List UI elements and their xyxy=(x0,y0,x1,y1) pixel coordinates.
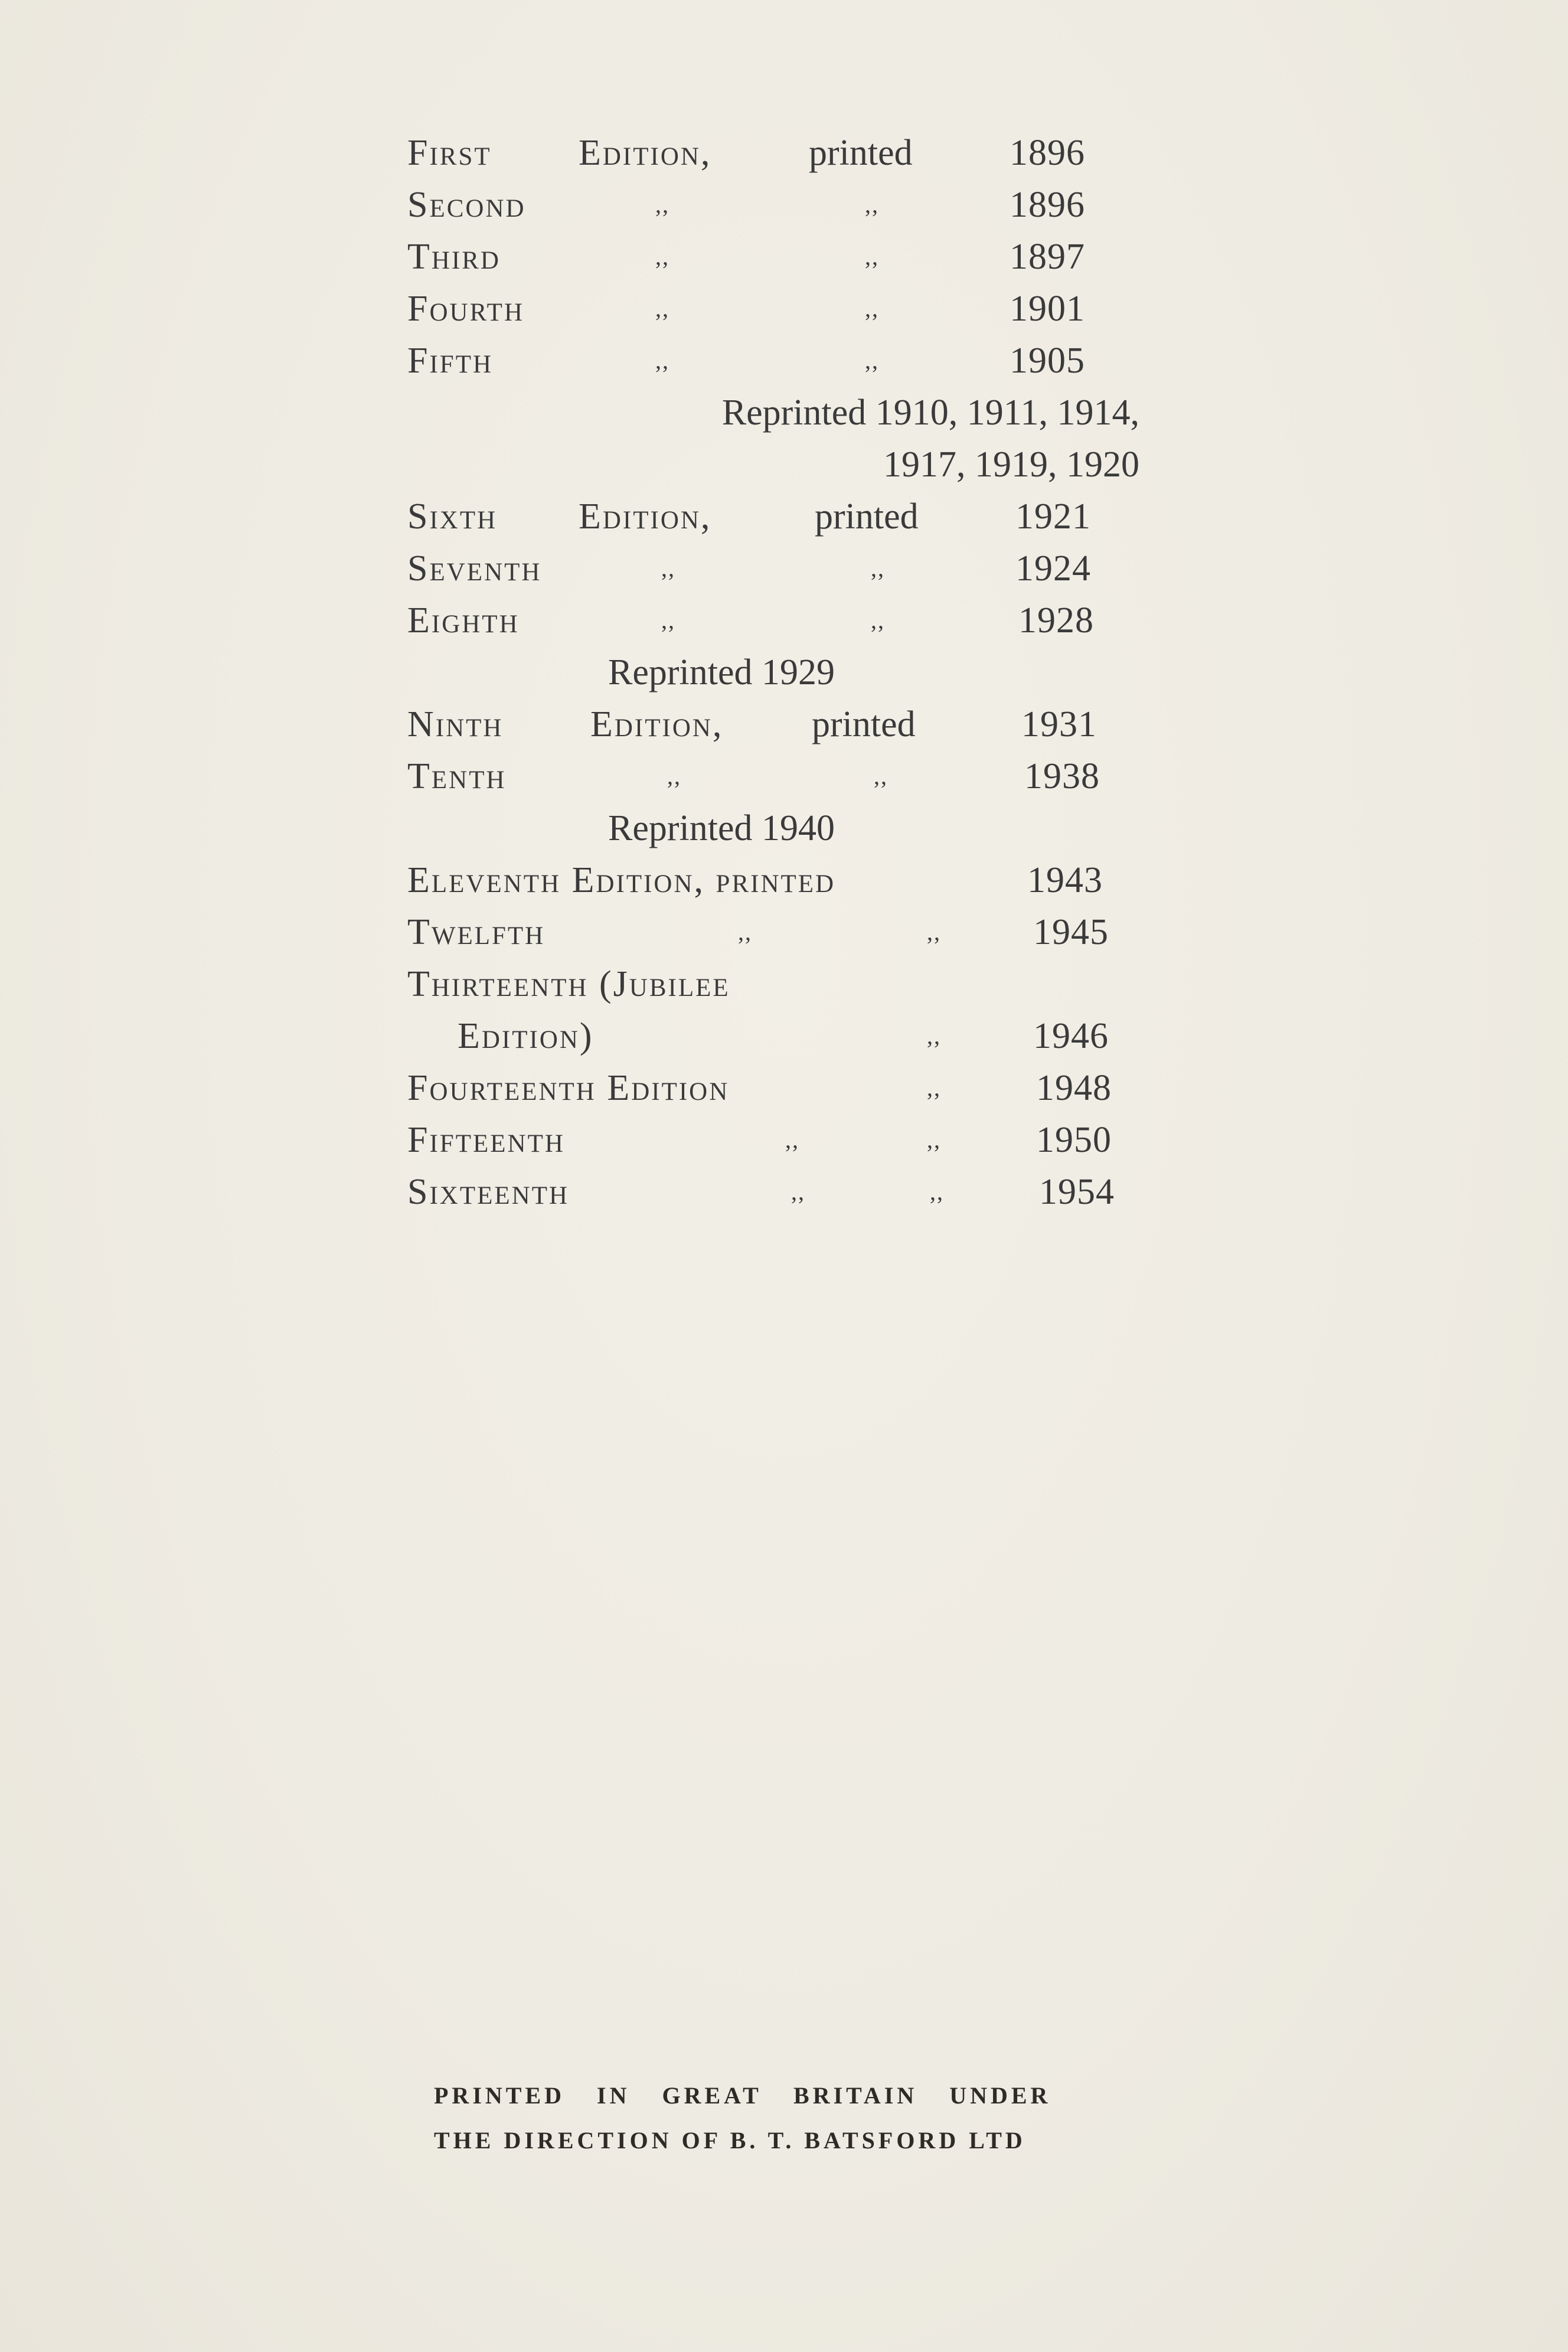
edition-row xyxy=(407,594,1151,646)
ditto-mark: ,, xyxy=(785,1126,799,1153)
ditto-mark: ,, xyxy=(738,919,752,945)
edition-year: 1921 xyxy=(1015,496,1091,537)
ditto-mark: ,, xyxy=(655,243,669,270)
edition-label: Twelfth xyxy=(407,912,545,952)
edition-year: 1938 xyxy=(1024,756,1100,796)
edition-label: Fifteenth xyxy=(407,1120,565,1160)
ditto-mark: ,, xyxy=(871,555,885,582)
edition-year: 1943 xyxy=(1027,860,1103,900)
edition-row xyxy=(407,1166,1151,1218)
edition-history-list xyxy=(407,127,1151,1218)
ditto-mark: ,, xyxy=(865,243,879,270)
ditto-mark: ,, xyxy=(927,1126,941,1153)
printer-imprint xyxy=(434,2073,1051,2163)
edition-year: 1897 xyxy=(1010,237,1085,277)
ditto-mark: ,, xyxy=(661,607,675,633)
ditto-mark: ,, xyxy=(655,191,669,218)
edition-row xyxy=(407,958,1151,1010)
edition-year: 1901 xyxy=(1010,289,1085,329)
edition-label: Eighth xyxy=(407,600,520,641)
edition-label: Fifth xyxy=(407,341,494,381)
show-through-text xyxy=(0,12,1568,87)
edition-year: 1946 xyxy=(1033,1016,1109,1056)
edition-row xyxy=(407,231,1151,283)
edition-label: Sixteenth xyxy=(407,1172,570,1212)
printed-word: printed xyxy=(809,133,913,173)
printed-word: printed xyxy=(812,704,916,744)
ditto-mark: ,, xyxy=(871,607,885,633)
edition-label: Seventh xyxy=(407,548,542,589)
edition-row xyxy=(407,127,1151,179)
edition-year: 1928 xyxy=(1018,600,1094,641)
ditto-mark: ,, xyxy=(930,1178,944,1205)
ditto-mark: ,, xyxy=(865,295,879,322)
reprint-note: Reprinted 1929 xyxy=(608,652,835,692)
edition-label: Sixth xyxy=(407,496,498,537)
ditto-mark: ,, xyxy=(927,919,941,945)
imprint-line-2: THE DIRECTION OF B. T. BATSFORD LTD xyxy=(434,2127,1026,2154)
edition-label: Tenth xyxy=(407,756,507,796)
ditto-mark: ,, xyxy=(927,1023,941,1049)
edition-row xyxy=(407,1114,1151,1166)
edition-row xyxy=(407,698,1151,750)
edition-row xyxy=(407,491,1151,543)
ditto-mark: ,, xyxy=(791,1178,805,1205)
edition-year: 1896 xyxy=(1010,185,1085,225)
edition-label: First xyxy=(407,133,492,173)
edition-label: Thirteenth (Jubilee xyxy=(407,964,730,1004)
edition-row xyxy=(407,543,1151,594)
edition-label: Fourth xyxy=(407,289,525,329)
show-through-title xyxy=(0,1275,1568,1357)
edition-label: Third xyxy=(407,237,501,277)
edition-label: Fourteenth Edition xyxy=(407,1068,730,1108)
edition-row xyxy=(407,906,1151,958)
reprint-note: Reprinted 1940 xyxy=(608,808,835,848)
edition-label: Edition) xyxy=(458,1016,594,1056)
edition-word: Edition, xyxy=(590,704,724,744)
ditto-mark: ,, xyxy=(667,763,681,789)
reprint-note: 1917, 1919, 1920 xyxy=(883,445,1139,485)
edition-row xyxy=(407,179,1151,231)
edition-word: Edition, xyxy=(579,133,712,173)
imprint-line-1: PRINTED IN GREAT BRITAIN UNDER xyxy=(434,2082,1051,2109)
edition-label: Second xyxy=(407,185,526,225)
edition-year: 1950 xyxy=(1036,1120,1112,1160)
edition-word: Edition, xyxy=(579,496,712,537)
ditto-mark: ,, xyxy=(655,347,669,374)
edition-row xyxy=(407,283,1151,335)
edition-row xyxy=(407,1010,1151,1062)
printed-word: printed xyxy=(815,496,919,537)
edition-row xyxy=(407,854,1151,906)
reprint-note: Reprinted 1910, 1911, 1914, xyxy=(721,393,1139,433)
ditto-mark: ,, xyxy=(865,347,879,374)
edition-year: 1948 xyxy=(1036,1068,1112,1108)
edition-row xyxy=(407,750,1151,802)
ditto-mark: ,, xyxy=(874,763,888,789)
edition-year: 1954 xyxy=(1039,1172,1115,1212)
edition-year: 1931 xyxy=(1021,704,1097,744)
ditto-mark: ,, xyxy=(661,555,675,582)
edition-label: Ninth xyxy=(407,704,504,744)
edition-row xyxy=(407,1062,1151,1114)
edition-year: 1905 xyxy=(1010,341,1085,381)
edition-row xyxy=(407,335,1151,387)
edition-year: 1924 xyxy=(1015,548,1091,589)
ditto-mark: ,, xyxy=(927,1074,941,1101)
ditto-mark: ,, xyxy=(865,191,879,218)
ditto-mark: ,, xyxy=(655,295,669,322)
edition-year: 1896 xyxy=(1010,133,1085,173)
edition-label: Eleventh Edition, printed xyxy=(407,860,836,900)
edition-year: 1945 xyxy=(1033,912,1109,952)
